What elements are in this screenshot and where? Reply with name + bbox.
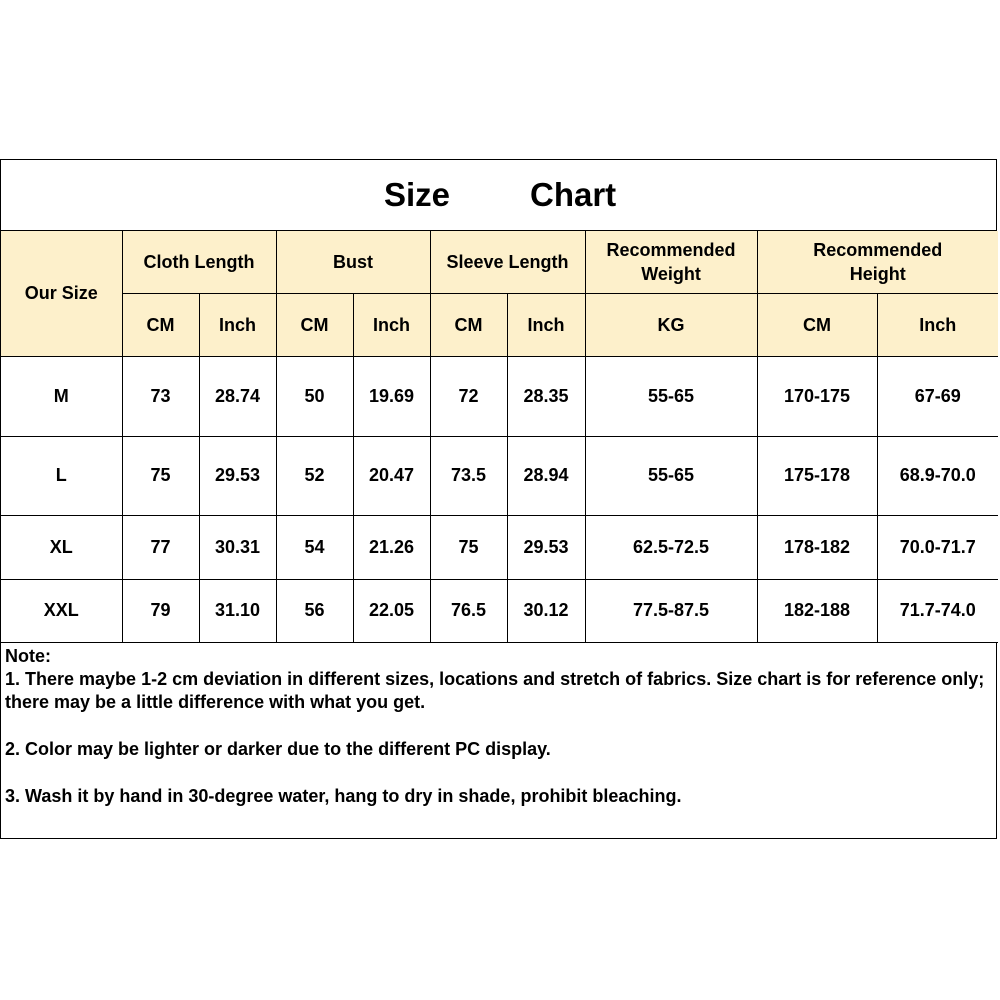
table-cell: 70.0-71.7 bbox=[877, 515, 998, 579]
table-cell: 31.10 bbox=[199, 579, 276, 642]
table-cell: 29.53 bbox=[507, 515, 585, 579]
table-cell: 175-178 bbox=[757, 436, 877, 515]
header-recommended-height-line1: Recommended bbox=[813, 239, 943, 260]
note-item-3: 3. Wash it by hand in 30-degree water, hang to dry in shade, prohibit bleaching. bbox=[5, 786, 682, 806]
header-recommended-height-line2: Height bbox=[849, 263, 906, 284]
unit-bust-cm: CM bbox=[276, 293, 353, 356]
table-row bbox=[1, 356, 998, 436]
table-cell: 79 bbox=[122, 579, 199, 642]
table-cell: 19.69 bbox=[353, 356, 430, 436]
table-row bbox=[1, 579, 998, 642]
table-cell: 28.94 bbox=[507, 436, 585, 515]
table-cell: 67-69 bbox=[877, 356, 998, 436]
notes bbox=[5, 645, 995, 808]
table-cell: 20.47 bbox=[353, 436, 430, 515]
size-table bbox=[1, 231, 998, 643]
table-cell: 170-175 bbox=[757, 356, 877, 436]
table-cell: 77.5-87.5 bbox=[585, 579, 757, 642]
table-cell: 54 bbox=[276, 515, 353, 579]
note-item-1: 1. There maybe 1-2 cm deviation in different sizes, locations and stretch of fabrics. Size chart is for reference only; there may be a little difference with what you get. bbox=[5, 669, 985, 712]
size-chart bbox=[0, 159, 997, 839]
note-item-2: 2. Color may be lighter or darker due to the different PC display. bbox=[5, 739, 551, 759]
header-sleeve-length: Sleeve Length bbox=[430, 231, 585, 293]
size-label: XXL bbox=[1, 579, 122, 642]
header-recommended-weight bbox=[585, 231, 757, 293]
table-cell: 72 bbox=[430, 356, 507, 436]
table-cell: 76.5 bbox=[430, 579, 507, 642]
table-cell: 52 bbox=[276, 436, 353, 515]
table-cell: 68.9-70.0 bbox=[877, 436, 998, 515]
table-cell: 50 bbox=[276, 356, 353, 436]
table-cell: 28.74 bbox=[199, 356, 276, 436]
unit-bust-inch: Inch bbox=[353, 293, 430, 356]
table-cell: 77 bbox=[122, 515, 199, 579]
unit-cloth-cm: CM bbox=[122, 293, 199, 356]
header-recommended-weight-line1: Recommended bbox=[606, 239, 736, 260]
size-label: XL bbox=[1, 515, 122, 579]
table-cell: 73.5 bbox=[430, 436, 507, 515]
table-cell: 30.12 bbox=[507, 579, 585, 642]
unit-cloth-inch: Inch bbox=[199, 293, 276, 356]
header-our-size: Our Size bbox=[1, 231, 122, 356]
table-row bbox=[1, 436, 998, 515]
table-cell: 178-182 bbox=[757, 515, 877, 579]
size-label: M bbox=[1, 356, 122, 436]
header-cloth-length: Cloth Length bbox=[122, 231, 276, 293]
header-recommended-weight-line2: Weight bbox=[641, 263, 701, 284]
table-cell: 21.26 bbox=[353, 515, 430, 579]
unit-height-cm: CM bbox=[757, 293, 877, 356]
table-cell: 182-188 bbox=[757, 579, 877, 642]
title-row bbox=[1, 160, 996, 231]
table-cell: 22.05 bbox=[353, 579, 430, 642]
note-heading: Note: bbox=[5, 646, 51, 666]
table-cell: 30.31 bbox=[199, 515, 276, 579]
unit-weight-kg: KG bbox=[585, 293, 757, 356]
unit-sleeve-inch: Inch bbox=[507, 293, 585, 356]
table-cell: 75 bbox=[122, 436, 199, 515]
table-row bbox=[1, 515, 998, 579]
table-cell: 73 bbox=[122, 356, 199, 436]
table-cell: 29.53 bbox=[199, 436, 276, 515]
table-cell: 71.7-74.0 bbox=[877, 579, 998, 642]
size-label: L bbox=[1, 436, 122, 515]
table-cell: 55-65 bbox=[585, 436, 757, 515]
title-word-chart: Chart bbox=[530, 176, 617, 213]
header-bust: Bust bbox=[276, 231, 430, 293]
table-cell: 55-65 bbox=[585, 356, 757, 436]
title-word-size: Size bbox=[384, 176, 451, 213]
header-recommended-height bbox=[757, 231, 998, 293]
table-cell: 75 bbox=[430, 515, 507, 579]
table-cell: 62.5-72.5 bbox=[585, 515, 757, 579]
unit-sleeve-cm: CM bbox=[430, 293, 507, 356]
table-cell: 56 bbox=[276, 579, 353, 642]
unit-height-inch: Inch bbox=[877, 293, 998, 356]
table-cell: 28.35 bbox=[507, 356, 585, 436]
